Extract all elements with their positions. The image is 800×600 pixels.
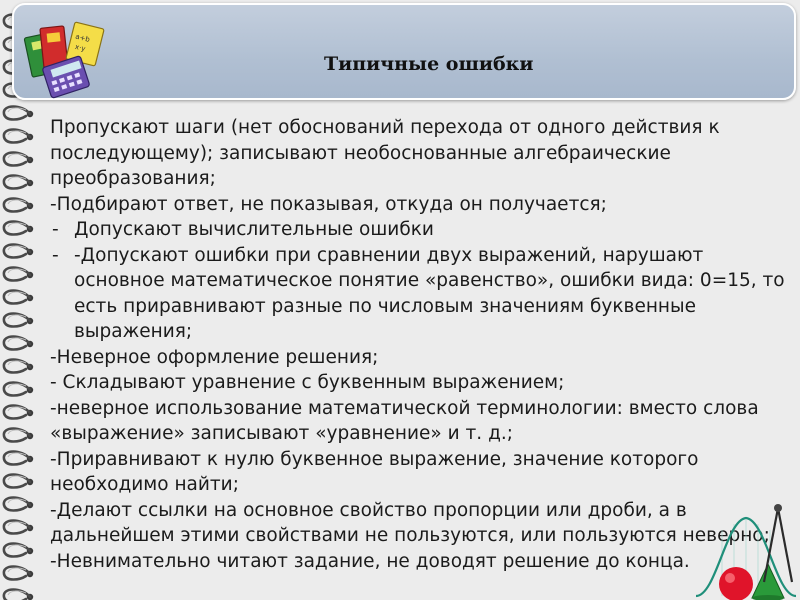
page-title: Типичные ошибки — [324, 53, 534, 75]
spiral-ring — [4, 153, 33, 166]
spiral-ring — [4, 590, 33, 600]
list-item: Пропускают шаги (нет обоснований перехода от одного действия к — [50, 117, 720, 138]
svg-text:a+b: a+b — [74, 32, 91, 44]
spiral-ring — [4, 199, 33, 212]
bullet-item — [50, 217, 800, 243]
svg-text:x·y: x·y — [74, 42, 87, 54]
geometry-tools-clipart — [692, 500, 800, 600]
spiral-ring — [4, 268, 33, 281]
spiral-ring — [4, 130, 33, 143]
list-item: -Невнимательно читают задание, не доводят решение до конца. — [50, 550, 690, 572]
list-item: -неверное использование математической терминологии: вместо слова — [50, 397, 759, 419]
bullet-text: Допускают вычислительные ошибки — [74, 219, 434, 240]
bullet-item — [50, 243, 800, 269]
list-item: дальнейшем этими свойствами не пользуются, или пользуются неверно; — [50, 525, 770, 546]
error-list — [50, 115, 800, 574]
bullet-text: -Допускают ошибки при сравнении двух выражений, нарушают — [74, 244, 704, 266]
list-item: необходимо найти; — [50, 474, 239, 495]
spiral-ring — [4, 360, 33, 373]
spiral-ring — [4, 498, 33, 511]
spiral-ring — [4, 429, 33, 442]
bullet-dash: - — [52, 219, 59, 240]
list-item: «выражение» записывают «уравнение» и т. д.; — [50, 423, 513, 444]
bullet-continuation: есть приравнивают разные по числовым значениям буквенные — [74, 295, 696, 317]
bullet-dash: - — [52, 244, 59, 266]
bullet-continuation: выражения; — [74, 321, 193, 342]
spiral-ring — [4, 107, 33, 120]
list-item: -Делают ссылки на основное свойство пропорции или дроби, а в — [50, 499, 687, 521]
spiral-ring — [4, 314, 33, 327]
bullet-continuation: основное математическое понятие «равенство», ошибки вида: 0=15, то — [74, 270, 785, 291]
spiral-ring — [4, 452, 33, 465]
spiral-ring — [4, 383, 33, 396]
spiral-ring — [4, 337, 33, 350]
spiral-ring — [4, 291, 33, 304]
spiral-ring — [4, 222, 33, 235]
spiral-ring — [4, 176, 33, 189]
spiral-ring — [4, 475, 33, 488]
list-item: - Складывают уравнение с буквенным выражением; — [50, 372, 565, 393]
books-calculator-icon — [22, 19, 112, 99]
list-item: преобразования; — [50, 168, 216, 189]
spiral-ring — [4, 245, 33, 258]
list-item: -Неверное оформление решения; — [50, 346, 379, 368]
spiral-ring — [4, 544, 33, 557]
list-item: -Приравнивают к нулю буквенное выражение, значение которого — [50, 448, 699, 470]
list-item: -Подбирают ответ, не показывая, откуда он получается; — [50, 193, 607, 215]
spiral-ring — [4, 521, 33, 534]
list-item: последующему); записывают необоснованные алгебраические — [50, 142, 671, 164]
spiral-ring — [4, 567, 33, 580]
spiral-ring — [4, 406, 33, 419]
title-banner — [12, 3, 796, 100]
